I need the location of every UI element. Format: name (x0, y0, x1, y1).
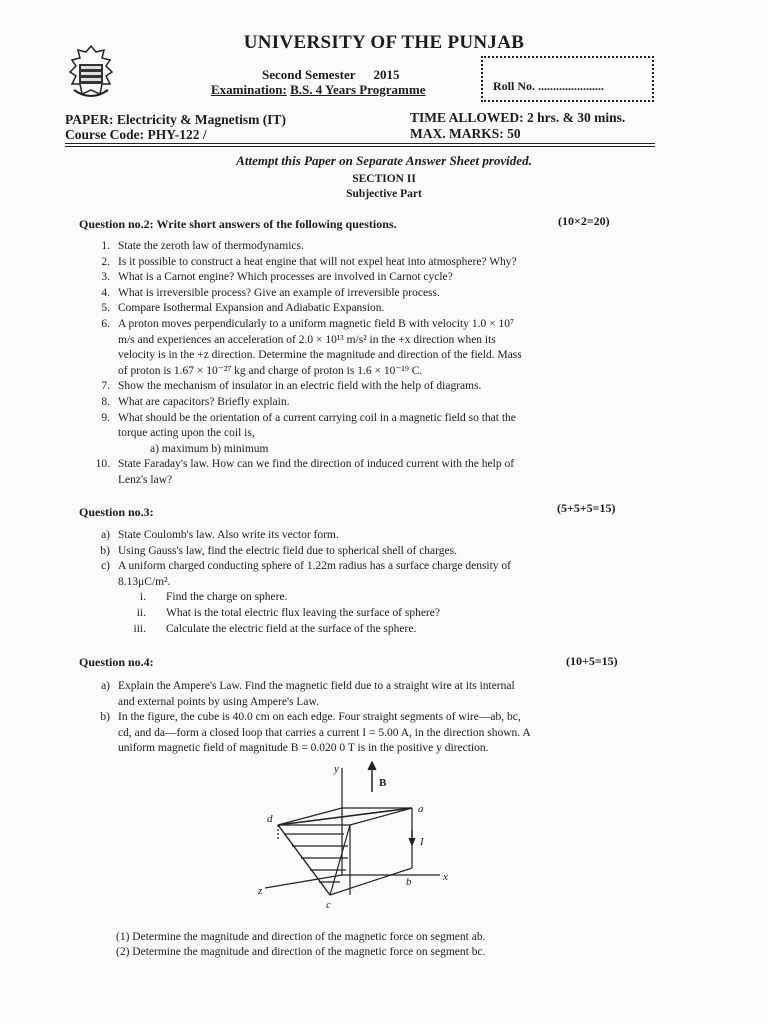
part-heading: Subjective Part (346, 188, 422, 200)
q2-item-text: What is a Carnot engine? Which processes are involved in Carnot cycle? (118, 271, 453, 284)
semester-line (262, 67, 400, 83)
q2-item-number: 2. (101, 255, 110, 268)
roll-number-field[interactable]: Roll No. ...................... (493, 79, 604, 93)
q2-item-number: 5. (101, 302, 110, 315)
q3-marks: (5+5+5=15) (557, 501, 616, 515)
instruction: Attempt this Paper on Separate Answer Sheet provided. (236, 153, 532, 168)
q3-item-text: 8.13μC/m². (118, 575, 171, 588)
q2-item-text: Compare Isothermal Expansion and Adiabatic Expansion. (118, 302, 385, 315)
course-code: Course Code: PHY-122 / (65, 127, 207, 142)
cube-wire-figure (230, 760, 470, 910)
q2-item-text: of proton is 1.67 × 10⁻²⁷ kg and charge of proton is 1.6 × 10⁻¹⁹ C. (118, 364, 423, 377)
q4-item-text: cd, and da—form a closed loop that carries a current I = 5.00 A, in the direction shown. A (118, 726, 531, 739)
q2-marks: (10×2=20) (558, 214, 610, 228)
fig-label-b: b (406, 876, 412, 888)
q3-item-text: State Coulomb's law. Also write its vector form. (118, 529, 339, 541)
q2-item-number: 1. (101, 240, 110, 252)
fig-label-y: y (334, 763, 339, 775)
fig-label-a: a (418, 803, 424, 815)
q3-item-number: b) (100, 544, 110, 557)
q4-title: Question no.4: (79, 655, 154, 669)
q2-title: Question no.2: Write short answers of the following questions. (79, 217, 397, 231)
q4-item-number: a) (101, 680, 110, 692)
q3-item-number: c) (101, 560, 110, 573)
exam-line (211, 82, 425, 98)
q3-subitem-number: iii. (133, 622, 146, 635)
q4-item-text: Explain the Ampere's Law. Find the magnetic field due to a straight wire at its internal (118, 680, 515, 692)
header-divider (65, 143, 655, 144)
q4-item-text: In the figure, the cube is 40.0 cm on each edge. Four straight segments of wire—ab, bc, (118, 711, 521, 724)
q2-item-text: a) maximum b) minimum (150, 442, 269, 455)
q4-part-2: (2) Determine the magnitude and direction of the magnetic force on segment bc. (116, 946, 486, 958)
q2-item-number: 8. (101, 396, 110, 408)
q2-item-number: 10. (95, 458, 110, 471)
q2-item-text: Is it possible to construct a heat engine that will not expel heat into atmosphere? Why? (118, 255, 517, 268)
fig-label-x: x (443, 871, 448, 883)
q4-item-text: uniform magnetic field of magnitude B = 0.020 0 T is in the positive y direction. (118, 742, 489, 755)
max-marks: MAX. MARKS: 50 (410, 126, 521, 141)
q3-subitem-number: i. (139, 591, 146, 604)
q2-item-text: torque acting upon the coil is, (118, 427, 255, 440)
semester: Second Semester (262, 67, 356, 82)
q4-item-number: b) (100, 711, 110, 724)
q2-item-number: 6. (101, 318, 110, 330)
q2-item-text: Lenz's law? (118, 474, 173, 486)
q2-item-text: Show the mechanism of insulator in an electric field with the help of diagrams. (118, 380, 482, 393)
q3-item-text: Using Gauss's law, find the electric field due to spherical shell of charges. (118, 544, 457, 557)
q2-item-text: m/s and experiences an acceleration of 2.0 × 10¹³ m/s² in the +x direction when its (118, 333, 496, 346)
q2-item-number: 3. (101, 271, 110, 284)
exam-value: B.S. 4 Years Programme (290, 82, 426, 97)
q2-item-text: State the zeroth law of thermodynamics. (118, 240, 304, 252)
fig-label-I: I (420, 836, 424, 848)
university-title: UNIVERSITY OF THE PUNJAB (243, 32, 525, 53)
q4-part-1: (1) Determine the magnitude and direction of the magnetic force on segment ab. (116, 931, 486, 943)
q2-item-text: State Faraday's law. How can we find the direction of induced current with the help of (118, 458, 515, 471)
q2-item-number: 9. (101, 411, 110, 424)
fig-label-z: z (258, 885, 263, 897)
q4-item-text: and external points by using Ampere's Law. (118, 695, 319, 708)
fig-label-d: d (267, 813, 273, 825)
fig-label-B: B (379, 777, 387, 789)
q2-item-text: A proton moves perpendicularly to a uniform magnetic field B with velocity 1.0 × 10⁷ (118, 318, 514, 330)
q4-marks: (10+5=15) (566, 654, 618, 668)
q3-subitem-text: Calculate the electric field at the surface of the sphere. (166, 622, 417, 635)
q2-item-text: What is irreversible process? Give an example of irreversible process. (118, 286, 440, 299)
section-heading: SECTION II (352, 173, 416, 185)
q3-subitem-text: Find the charge on sphere. (166, 591, 288, 604)
time-allowed: TIME ALLOWED: 2 hrs. & 30 mins. (410, 110, 626, 125)
exam-label: Examination: (211, 82, 287, 97)
fig-label-c: c (326, 899, 331, 910)
q2-item-number: 7. (101, 380, 110, 393)
q2-item-number: 4. (101, 286, 110, 299)
year: 2015 (373, 67, 400, 82)
q3-subitem-number: ii. (136, 607, 146, 619)
paper-title: PAPER: Electricity & Magnetism (IT) (65, 112, 286, 127)
q2-item-text: What should be the orientation of a current carrying coil in a magnetic field so that the (118, 411, 516, 424)
q2-item-text: What are capacitors? Briefly explain. (118, 396, 290, 408)
q3-item-number: a) (101, 529, 110, 541)
header-divider-2 (65, 146, 655, 147)
q3-title: Question no.3: (79, 505, 154, 519)
q2-item-text: velocity is in the +z direction. Determine the magnitude and direction of the field. Mass (118, 349, 522, 362)
q3-subitem-text: What is the total electric flux leaving the surface of sphere? (166, 607, 440, 619)
q3-item-text: A uniform charged conducting sphere of 1.22m radius has a surface charge density of (118, 560, 512, 573)
